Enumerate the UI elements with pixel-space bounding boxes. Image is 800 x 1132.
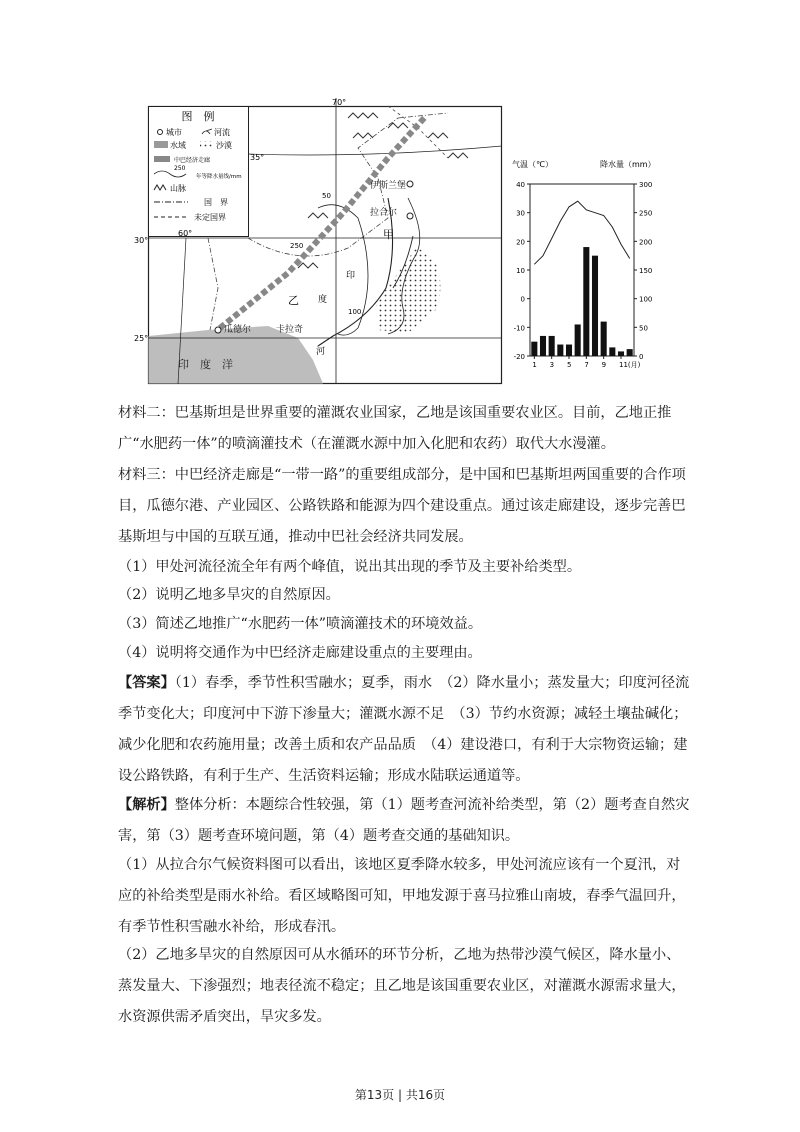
climate-chart <box>510 158 660 374</box>
label-jia: 甲 <box>383 228 394 241</box>
lat-35-label: 35° <box>250 153 265 162</box>
left-tick-label: 40 <box>516 181 525 189</box>
left-tick-label: 20 <box>516 238 525 247</box>
legend-corridor: 中巴经济走廊 <box>174 157 211 164</box>
contour-50-label: 50 <box>322 192 331 200</box>
right-tick-label: 50 <box>639 324 648 333</box>
answer-text: （1）春季，季节性积雪融水；夏季，雨水 （2）降水量小；蒸发量大；印度河径流季节变化大；印度河中下游下渗量大；灌溉水源不足 （3）节约水资源；减轻土壤盐碱化；减少化肥和农药施用量；改善土质和农产品品质 （4）建设港口，有利于大宗物资运输；建设公路铁路，有利于生产、生活资料运输；形成水陆联运通道等。 <box>118 675 690 784</box>
precipitation-bar <box>601 322 607 356</box>
legend-contour-value: 250 <box>174 165 186 172</box>
question-1: （1）甲处河流径流全年有两个峰值，说出其出现的季节及主要补给类型。 <box>118 559 582 575</box>
precipitation-bar <box>549 336 555 356</box>
legend-river: 河流 <box>214 128 230 137</box>
lon-60-label: 60° <box>178 229 193 238</box>
analysis-1: （1）从拉合尔气候资料图可以看出，该地区夏季降水较多，甲处河流应该有一个夏汛，对应的补给类型是雨水补给。看区域略图可知，甲地发源于喜马拉雅山南坡，春季气温回升，有季节性积雪融水补给，形成春汛。 <box>118 857 686 935</box>
legend-water: 水域 <box>170 141 186 150</box>
city-islamabad <box>407 181 413 187</box>
x-tick-label: 7 <box>584 361 589 369</box>
precipitation-bar <box>557 345 563 356</box>
pakistan-region-map <box>134 98 502 384</box>
right-tick-label: 100 <box>639 295 653 304</box>
legend-desert: 沙漠 <box>216 141 232 150</box>
right-tick-label: 200 <box>639 238 653 247</box>
right-tick-label: 0 <box>639 353 644 361</box>
right-tick-label: 250 <box>639 209 653 218</box>
right-axis-title: 降水量（mm） <box>600 160 656 169</box>
river-label: 印 <box>346 271 356 281</box>
lon-70-label: 70° <box>332 98 347 107</box>
question-4: （4）说明将交通作为中巴经济走廊建设重点的主要理由。 <box>118 645 482 661</box>
precipitation-bar <box>540 336 546 356</box>
left-tick-label: -10 <box>513 324 525 333</box>
analysis-block <box>118 790 690 852</box>
temperature-line <box>534 201 629 264</box>
left-tick-label: 30 <box>516 209 525 218</box>
analysis-label: 【解析】 <box>118 797 175 813</box>
legend-undetermined-border: 未定国界 <box>194 213 226 222</box>
legend-title: 图 例 <box>181 110 215 123</box>
city-lahore <box>407 213 413 219</box>
contour-250-label: 250 <box>290 242 304 250</box>
precipitation-bar <box>575 324 581 356</box>
map-legend <box>149 107 249 237</box>
answer-block <box>118 668 690 792</box>
city-gwadar <box>215 327 221 333</box>
ocean-label: 印 度 洋 <box>178 358 233 371</box>
legend-contour: 年等降水量线/mm <box>196 174 242 180</box>
label-yi: 乙 <box>288 294 299 307</box>
precipitation-bar <box>531 342 537 356</box>
lat-25-label: 25° <box>134 334 149 343</box>
city-islamabad-label: 伊斯兰堡 <box>370 181 407 191</box>
city-gwadar-label: 瓜德尔 <box>224 325 252 335</box>
precipitation-bar <box>609 347 615 356</box>
answer-label: 【答案】 <box>118 675 175 691</box>
city-karachi-label: 卡拉奇 <box>276 325 304 335</box>
precipitation-bar <box>583 247 589 356</box>
water-symbol-icon <box>154 141 168 148</box>
material-two: 材料二：巴基斯坦是世界重要的灌溉农业国家，乙地是该国重要农业区。目前，乙地正推广“水肥药一体”的喷滴灌技术（在灌溉水源中加入化肥和农药）取代大水漫灌。 <box>118 405 672 452</box>
legend-border: 国 界 <box>204 198 228 207</box>
material-three: 材料三：中巴经济走廊是“一带一路”的重要组成部分，是中国和巴基斯坦两国重要的合作项目，瓜德尔港、产业园区、公路铁路和能源为四个建设重点。通过该走廊建设，逐步完善巴基斯坦与中国的互联互通，推动中巴社会经济共同发展。 <box>118 467 686 545</box>
desert-label: 度 <box>318 295 328 305</box>
analysis-2: （2）乙地多旱灾的自然原因可从水循环的环节分析，乙地为热带沙漠气候区，降水量小、蒸发量大、下渗强烈；地表径流不稳定；且乙地是该国重要农业区，对灌溉水源需求量大，水资源供需矛盾突出，旱灾多发。 <box>118 947 686 1025</box>
precipitation-bar <box>566 345 572 356</box>
x-tick-label: 11(月) <box>619 361 641 369</box>
x-tick-label: 9 <box>601 361 607 369</box>
precipitation-bar <box>627 349 633 356</box>
right-tick-label: 300 <box>639 181 653 189</box>
legend-mountain: 山脉 <box>170 184 186 193</box>
x-tick-label: 1 <box>532 361 537 369</box>
page-footer: 第13页 | 共16页 <box>354 1088 446 1102</box>
left-tick-label: -20 <box>513 353 525 361</box>
contour-100-label: 100 <box>348 308 362 316</box>
left-tick-label: 0 <box>520 295 525 304</box>
precipitation-bar <box>592 256 598 356</box>
analysis-text: 整体分析：本题综合性较强，第（1）题考查河流补给类型，第（2）题考查自然灾害，第（3）题考查环境问题，第（4）题考查交通的基础知识。 <box>118 797 690 844</box>
x-tick-label: 5 <box>567 361 572 369</box>
question-2: （2）说明乙地多旱灾的自然原因。 <box>118 587 340 603</box>
river-mouth-label: 河 <box>316 347 326 357</box>
plot-frame <box>530 184 634 356</box>
legend-city: 城市 <box>166 128 182 137</box>
x-tick-label: 3 <box>549 361 555 369</box>
city-lahore-label: 拉合尔 <box>370 208 398 218</box>
corridor-symbol-icon <box>154 156 170 162</box>
question-3: （3）简述乙地推广“水肥药一体”喷滴灌技术的环境效益。 <box>118 616 483 632</box>
desert-symbol-icon <box>200 141 214 148</box>
lat-30-label: 30° <box>134 236 149 245</box>
left-tick-label: 10 <box>516 267 525 275</box>
precipitation-bar <box>618 351 624 356</box>
right-tick-label: 150 <box>639 267 653 275</box>
left-axis-title: 气温（℃） <box>512 160 553 169</box>
